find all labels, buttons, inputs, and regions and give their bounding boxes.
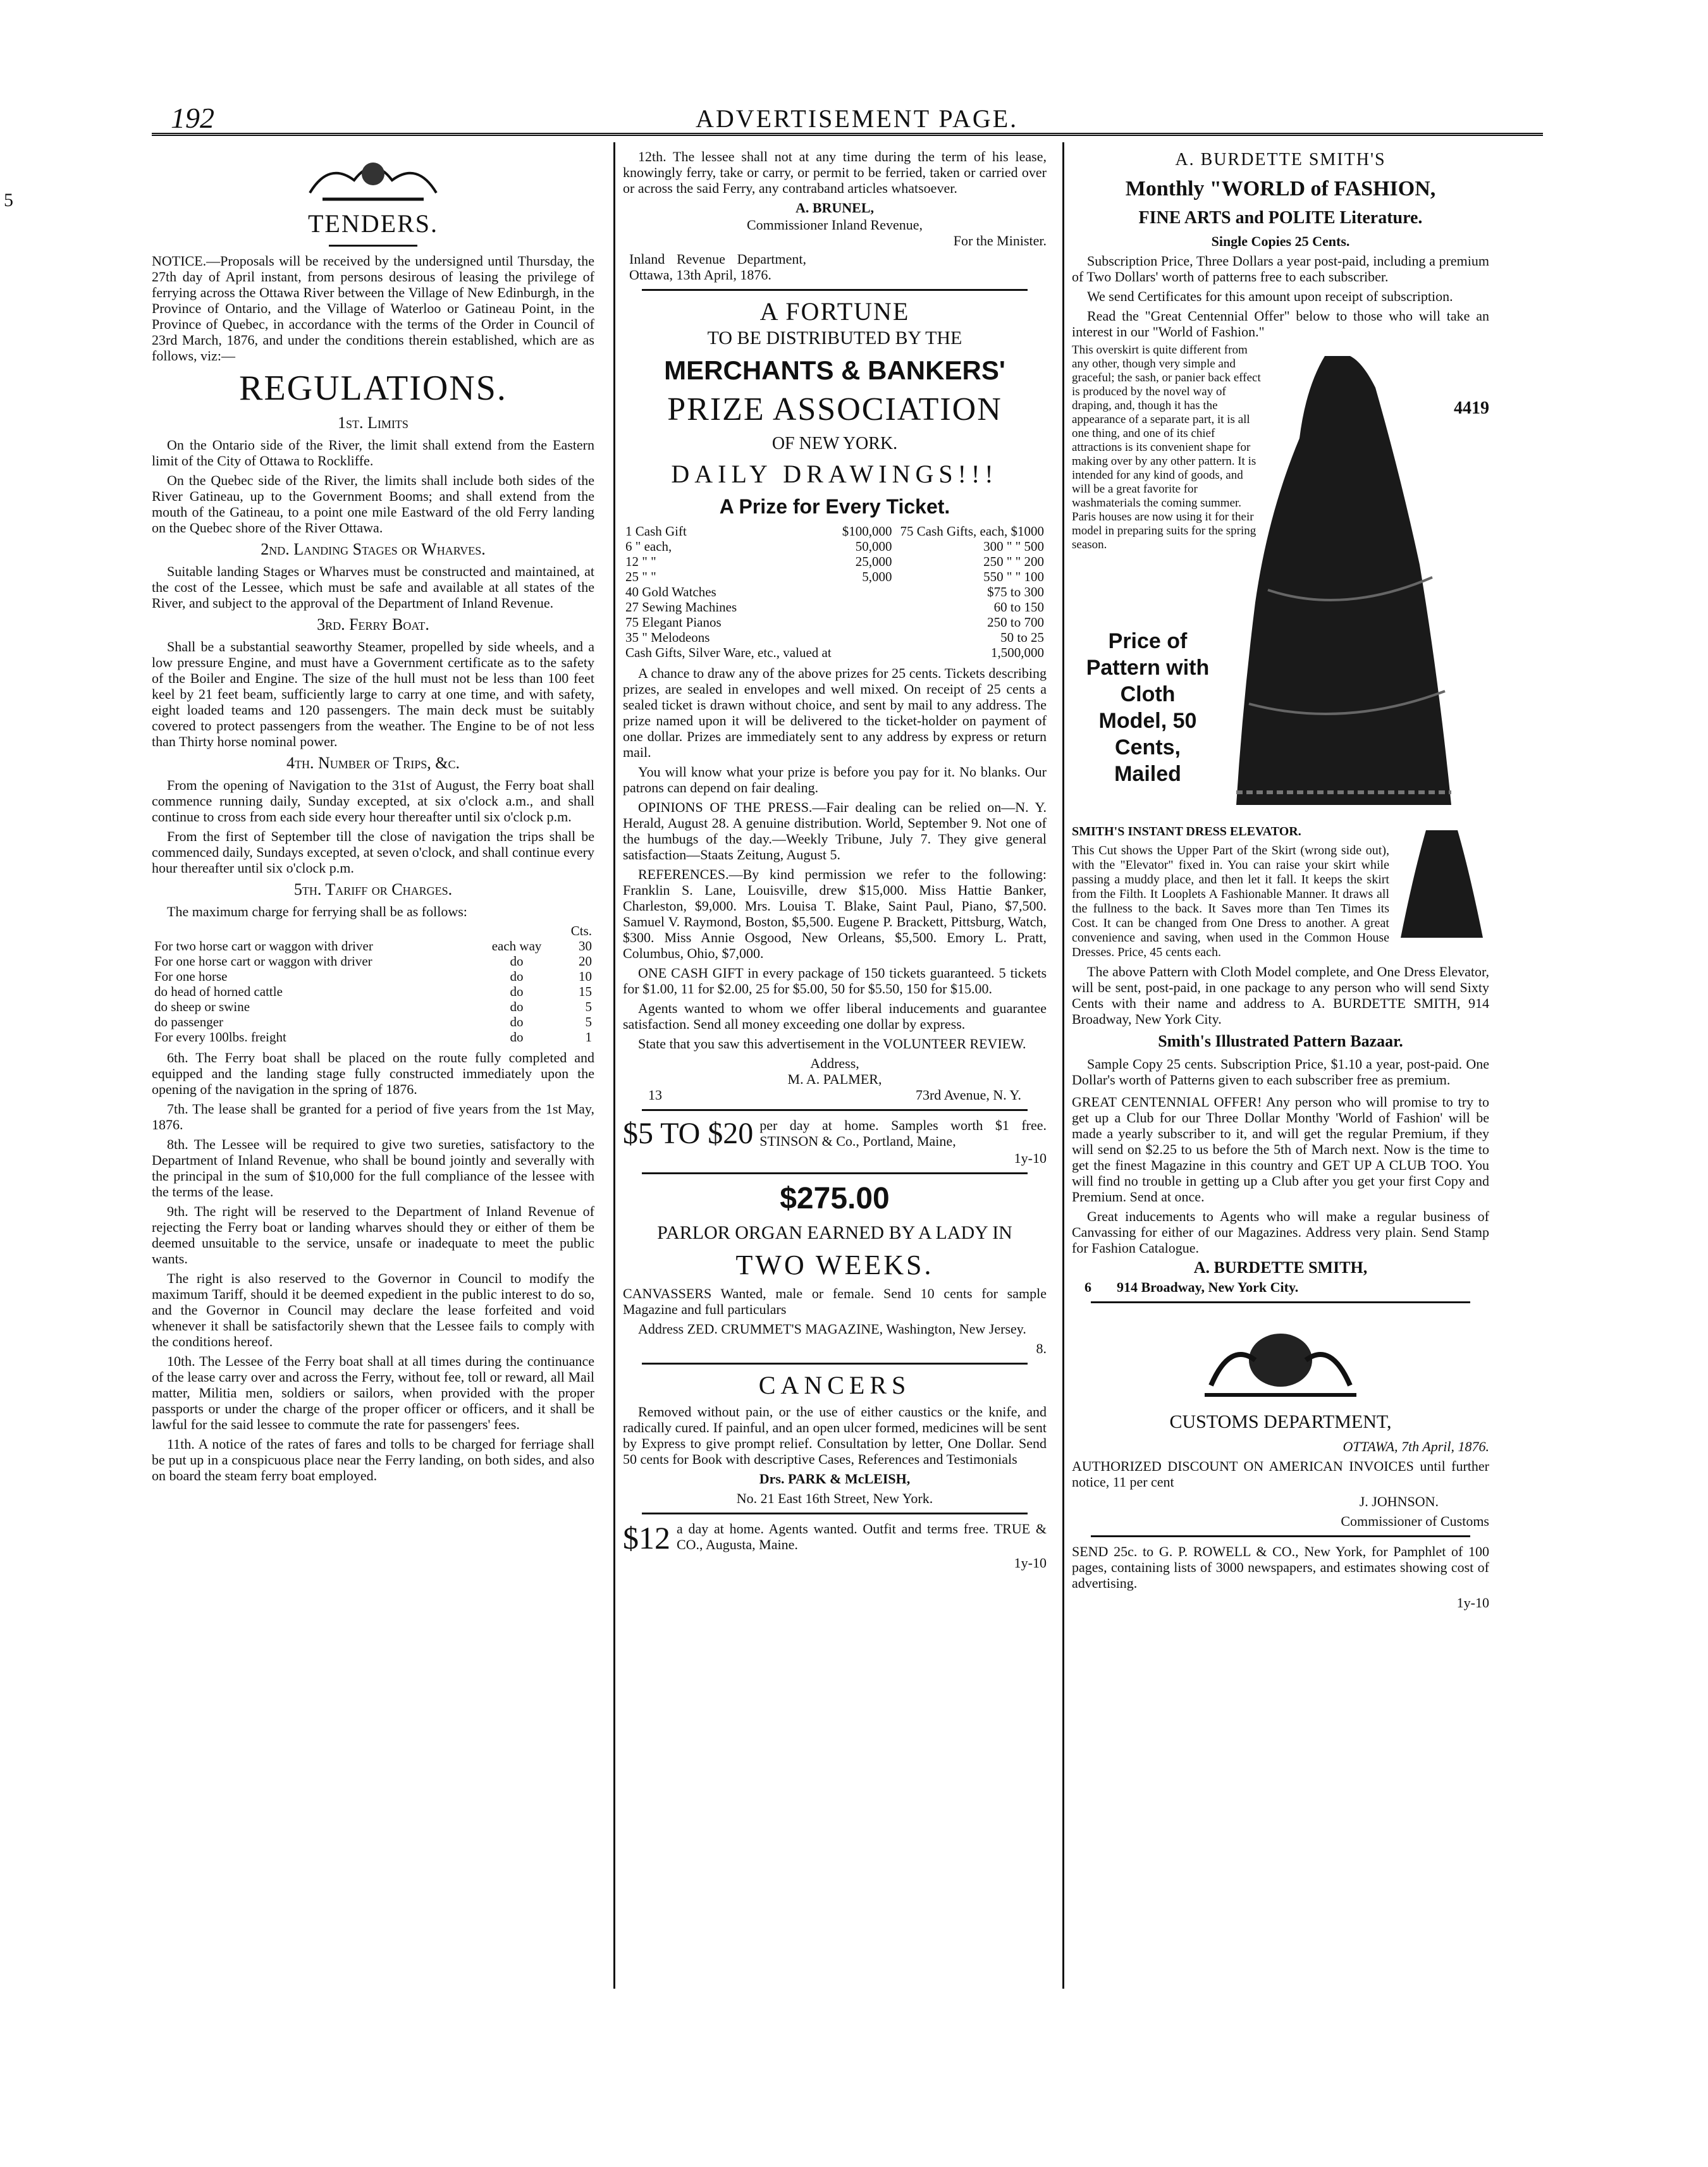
table-cell: For one horse — [154, 969, 228, 984]
table-cell: 5 — [585, 1014, 592, 1029]
offer-text: GREAT CENTENNIAL OFFER! Any person who will promise to try to get up a Club for our Three Dollar Monthy 'World of Fashion' will be made a yearly subscriber to it, and will get the regular Premium, if they will send on $2.25 to us before the 5th of March next. Now is the time to get the finest Magazine in this country and GET UP A CLUB TOO. You will find no trouble in getting up a Club after you get your first Copy and Premium. Send at once. — [1072, 1094, 1489, 1205]
ad-number: 6 — [1084, 1279, 1091, 1295]
paragraph: The maximum charge for ferrying shall be as follows: — [167, 904, 467, 919]
tenders-notice: NOTICE.—Proposals will be received by the undersigned until Thursday, the 27th day of April instant, from persons desirous of leasing the privilege of ferrying across the Ottawa River between the Village of New Edinburgh, in the Province of Ontario, and the Village of Waterloo or Gatineau Point, in the Province of Quebec, in accordance with the terms of the Order in Council of 23rd March, 1876, and under the conditions therein established, which are as follows, viz:— — [152, 253, 594, 364]
customs-date: OTTAWA, 7th April, 1876. — [1342, 1439, 1489, 1454]
overskirt-illustration — [1230, 350, 1470, 818]
table-cell — [839, 630, 895, 645]
paragraph: OPINIONS OF THE PRESS.—Fair dealing can be relied on—N. Y. Herald, August 28. A genuine distribution. World, September 9. Not one of the humbugs of the day.—Weekly Tribune, July 7. They give general satisfaction—Staats Zeitung, August 5. — [623, 799, 1047, 863]
table-row — [623, 539, 1047, 554]
paragraph: 6th. The Ferry boat shall be placed on the route fully completed and equipped and the landing stage fully constructed immediately upon the opening of the navigation in the spring of 1876. — [152, 1050, 594, 1097]
tariff-table — [152, 923, 594, 1045]
table-cell: 250 " " 200 — [983, 554, 1044, 569]
regulations-heading: REGULATIONS. — [239, 369, 507, 408]
paragraph: The above Pattern with Cloth Model complete, and One Dress Elevator, will be sent, post-paid, in one package to any person who will send Sixty Cents with their name and address to A. BURDETTE SMITH, 914 Broadway, New York City. — [1072, 964, 1489, 1027]
paragraph: ONE CASH GIFT in every package of 150 tickets guaranteed. 5 tickets for $1.00, 11 for $2.00, 25 for $5.00, 50 for $5.50, 150 for $15.00. — [623, 965, 1047, 997]
table-cell: For every 100lbs. freight — [154, 1029, 286, 1045]
table-row — [623, 524, 1047, 539]
table-cell: 75 Elegant Pianos — [625, 615, 722, 630]
table-row — [623, 584, 1047, 599]
cancer-doctors: Drs. PARK & McLEISH, — [759, 1471, 911, 1487]
section-title: 1st. Limits — [338, 414, 409, 432]
paragraph: From the opening of Navigation to the 31st of August, the Ferry boat shall commence running daily, Sunday excepted, at six o'clock a.m., and shall continue to cross from each side every hour thereafter until six o'clock p.m. — [152, 777, 594, 825]
paragraph: 8th. The Lessee will be required to give two sureties, satisfactory to the Department of Inland Revenue, who shall be bound jointly and severally with the principal in the sum of $10,000 for the full compliance of the lessee with the terms of the lease. — [152, 1136, 594, 1200]
table-cell: 50,000 — [855, 539, 892, 554]
table-cell: $75 to 300 — [987, 584, 1044, 599]
table-row — [152, 938, 594, 954]
fashion-single-copy: Single Copies 25 Cents. — [1211, 233, 1350, 249]
divider — [642, 289, 1028, 291]
table-cell: 550 " " 100 — [983, 569, 1044, 584]
divider — [1091, 1535, 1470, 1537]
table-cell: 20 — [579, 954, 592, 969]
fortune-title: A FORTUNE — [759, 297, 910, 326]
signature-name: A. BRUNEL, — [795, 200, 875, 216]
paragraph: A chance to draw any of the above prizes for 25 cents. Tickets describing prizes, are sealed in envelopes and well mixed. On receipt of 25 cents a sealed ticket is drawn without choice, and sent by mail to any address. The prize named upon it will be delivered to the ticket-holder on payment of one dollar. Prizes are immediately sent to any address by express or return mail. — [623, 665, 1047, 760]
table-cell: 1,500,000 — [991, 645, 1044, 660]
table-cell: 50 to 25 — [1000, 630, 1044, 645]
table-cell: 10 — [579, 969, 592, 984]
paragraph: REFERENCES.—By kind permission we refer to the following: Franklin S. Lane, Louisville, drew $15,000. Miss Hattie Banker, Charleston, $9,000. Mrs. Louisa T. Blake, Saint Paul, Piano, $7,500. Samuel V. Raymond, Boston, $5,500. Eugene P. Brackett, Pittsburg, Watch, $300. Miss Annie Osgood, New Orleans, $5,500. Emory L. Pratt, Columbus, Ohio, $7,000. — [623, 866, 1047, 961]
paragraph: On the Quebec side of the River, the limits shall include both sides of the River Gatineau, up to the Government Booms; and shall extend from the mouth of the Gatineau, to a point one mile Eastward of the old Ferry landing on the Quebec shore of the River Ottawa. — [152, 472, 594, 536]
table-cell: 27 Sewing Machines — [625, 599, 737, 615]
page-title: ADVERTISEMENT PAGE. — [696, 104, 1019, 133]
paragraph: Shall be a substantial seaworthy Steamer, propelled by side wheels, and a low pressure Engine, and must have a Government certificate as to the safety of the Boiler and Engine. The size of the hull must not be less than 100 feet keel by 21 feet beam, sufficiently large to carry at one time, and with safety, eight loaded teams and 120 passengers. The main deck must be suitably covered to protect passengers from the weather. The Engine to be of not less than Thirty horse nominal power. — [152, 639, 594, 749]
ad-number: 8. — [1036, 1341, 1047, 1356]
table-row — [623, 569, 1047, 584]
address-label: Address, — [810, 1055, 859, 1071]
table-cell — [839, 599, 895, 615]
section-title: 4th. Number of Trips, &c. — [286, 754, 460, 772]
paragraph: 7th. The lease shall be granted for a period of five years from the 1st May, 1876. — [152, 1101, 594, 1133]
table-row — [623, 599, 1047, 615]
table-cell: do — [510, 954, 524, 969]
ad-code: 1y-10 — [1456, 1595, 1489, 1611]
table-cell: 1 — [585, 1029, 592, 1045]
divider — [642, 1109, 1028, 1111]
table-cell: 75 Cash Gifts, each, $1000 — [900, 524, 1044, 539]
tenders-ornament — [304, 149, 443, 206]
table-cell: 1 Cash Gift — [625, 524, 687, 539]
table-row — [152, 1014, 594, 1029]
ad-code: 1y-10 — [1014, 1150, 1047, 1166]
table-cell: 12 " " — [625, 554, 656, 569]
ad-5-to-20 — [623, 1117, 1047, 1150]
paragraph: Suitable landing Stages or Wharves must be constructed and maintained, at the cost of the Lessee, which must be safe and available at all states of the River, and subject to the approval of the Department of Inland Revenue. — [152, 563, 594, 611]
organ-title: PARLOR ORGAN EARNED BY A LADY IN — [657, 1222, 1012, 1243]
paragraph: Great inducements to Agents who will make a regular business of Canvassing for either of our Magazines. Address very plain. Send Stamp for Fashion Catalogue. — [1072, 1208, 1489, 1256]
table-row — [623, 645, 1047, 660]
table-row — [152, 999, 594, 1014]
section-title: 2nd. Landing Stages or Wharves. — [261, 540, 486, 558]
signature-for: For the Minister. — [953, 233, 1047, 249]
table-cell: do — [510, 969, 524, 984]
table-cell: $100,000 — [842, 524, 892, 539]
fortune-org-2: PRIZE ASSOCIATION — [667, 391, 1002, 427]
signature-place: Inland Revenue Department, Ottawa, 13th April, 1876. — [629, 251, 806, 283]
paragraph: Read the "Great Centennial Offer" below to those who will take an interest in our "World of Fashion." — [1072, 308, 1489, 340]
offer-address: 914 Broadway, New York City. — [1117, 1279, 1299, 1295]
pattern-number: 4419 — [1454, 398, 1489, 418]
table-row — [623, 615, 1047, 630]
table-cell: 25 " " — [625, 569, 656, 584]
table-row — [152, 984, 594, 999]
paragraph: From the first of September till the close of navigation the trips shall be commenced daily, Sundays excepted, at seven o'clock, and shall continue every hour thereafter until six o'clock p.m. — [152, 828, 594, 876]
table-cell: For two horse cart or waggon with driver — [154, 938, 373, 954]
table-cell — [839, 584, 895, 599]
table-row — [152, 954, 594, 969]
overskirt-text: This overskirt is quite different from any other, though very simple and graceful; the sash, or panier back effect is produced by the novel way of draping, and, though it has the appearance of a separate part, it is all one thing, and one of its chief attractions is its convenient shape for making over by any other pattern. It is intended for any kind of goods, and will be a great favorite for washmaterials the coming summer. Paris houses are now using it for their model in preparing suits for the spring season. — [1072, 343, 1261, 551]
cancer-title: CANCERS — [758, 1371, 911, 1399]
table-cell: For one horse cart or waggon with driver — [154, 954, 372, 969]
header-rule — [152, 133, 1543, 136]
paragraph: Agents wanted to whom we offer liberal inducements and guarantee satisfaction. Send all money exceeding one dollar by express. — [623, 1000, 1047, 1032]
fashion-title: Monthly "WORLD of FASHION, — [1125, 177, 1436, 200]
organ-text: CANVASSERS Wanted, male or female. Send 10 cents for sample Magazine and full particulars — [623, 1286, 1047, 1317]
divider — [642, 1363, 1028, 1365]
table-cell: do — [510, 999, 524, 1014]
fortune-org-3: OF NEW YORK. — [771, 434, 898, 453]
tenders-heading: TENDERS. — [308, 209, 438, 238]
organ-address: Address ZED. CRUMMET'S MAGAZINE, Washington, New Jersey. — [638, 1321, 1026, 1337]
table-cell: 35 " Melodeons — [625, 630, 710, 645]
table-cell: 5 — [585, 999, 592, 1014]
offer-signature: A. BURDETTE SMITH, — [1193, 1258, 1368, 1277]
column-divider-left — [613, 142, 615, 1989]
customs-signature: J. JOHNSON. — [1359, 1494, 1439, 1509]
left-column — [152, 149, 594, 1487]
overskirt-ad — [1072, 343, 1489, 824]
paragraph: Subscription Price, Three Dollars a year post-paid, including a premium of Two Dollars' worth of patterns free to each subscriber. — [1072, 253, 1489, 285]
fortune-org-1: MERCHANTS & BANKERS' — [664, 355, 1005, 385]
elevator-text: This Cut shows the Upper Part of the Skirt (wrong side out), with the "Elevator" fixed in. You can raise your skirt while passing a muddy place, and then let it fall. It keeps the skirt from the Filth. It Looplets A Fashionable Manner. It draws all the fullness to the back. It Saves more than Ten Times its Cost. It can be changed from One Dress to another. A great convenience and saving, when used in the Common House Dresses. Price, 45 cents each. — [1072, 844, 1389, 959]
section-title: 3rd. Ferry Boat. — [317, 615, 429, 634]
address-line — [623, 1087, 1047, 1103]
table-row — [623, 554, 1047, 569]
table-cell: 300 " " 500 — [983, 539, 1044, 554]
table-cell: do — [510, 984, 524, 999]
table-cell: do passenger — [154, 1014, 224, 1029]
section-title: 5th. Tariff or Charges. — [293, 880, 453, 899]
elevator-title: SMITH'S INSTANT DRESS ELEVATOR. — [1072, 825, 1301, 838]
paragraph: 9th. The right will be reserved to the Department of Inland Revenue of rejecting the Ferry boat or landing wharves should they or either of them be deemed unsuitable to the service, unsafe or inadequate to meet the public wants. — [152, 1203, 594, 1267]
customs-text: AUTHORIZED DISCOUNT ON AMERICAN INVOICES until further notice, 11 per cent — [1072, 1458, 1489, 1490]
ad-number: 13 — [648, 1087, 662, 1103]
elevator-ad — [1072, 824, 1489, 960]
paragraph: The right is also reserved to the Governor in Council to modify the maximum Tariff, should it be deemed expedient in the public interest to do so, and the Governor in Council may declare the lease forfeited and void whenever it shall be satisfactorily shewn that the Lessee fails to comply with the conditions hereof. — [152, 1270, 594, 1349]
royal-arms-emblem — [1186, 1322, 1375, 1404]
table-cell: Cash Gifts, Silver Ware, etc., valued at — [625, 645, 832, 660]
table-cell: 15 — [579, 984, 592, 999]
paragraph: Sample Copy 25 cents. Subscription Price, $1.10 a year, post-paid. One Dollar's worth of Patterns given to each subscriber free as premium. — [1072, 1056, 1489, 1088]
address-name: M. A. PALMER, — [787, 1071, 882, 1087]
divider — [1091, 1301, 1470, 1303]
rowell-text: SEND 25c. to G. P. ROWELL & CO., New York, for Pamphlet of 100 pages, containing lists of 3000 newspapers, and estimates showing cost of advertising. — [1072, 1544, 1489, 1591]
divider — [642, 1172, 1028, 1174]
table-header: Cts. — [570, 923, 592, 938]
paragraph: 11th. A notice of the rates of fares and tolls to be charged for ferriage shall be put up in a conspicuous place near the Ferry landing, on both sides, and also on board the steam ferry boat employed. — [152, 1436, 594, 1483]
organ-weeks: TWO WEEKS. — [735, 1249, 934, 1280]
table-cell — [839, 645, 895, 660]
bazaar-title: Smith's Illustrated Pattern Bazaar. — [1158, 1032, 1403, 1050]
table-cell: do sheep or swine — [154, 999, 250, 1014]
table-row — [623, 630, 1047, 645]
signature-title: Commissioner Inland Revenue, — [746, 217, 923, 233]
cancer-address: No. 21 East 16th Street, New York. — [736, 1490, 933, 1506]
table-row — [152, 923, 594, 938]
divider — [642, 1513, 1028, 1514]
table-cell: 40 Gold Watches — [625, 584, 716, 599]
cancer-text: Removed without pain, or the use of either caustics or the knife, and radically cured. If painful, and an open ulcer formed, medicines will be sent by Express to give prompt relief. Consultation by letter, One Dollar. Send 50 cents for Book with descriptive Cases, References and Testimonials — [623, 1404, 1047, 1467]
table-cell: 6 " each, — [625, 539, 672, 554]
paragraph: 10th. The Lessee of the Ferry boat shall at all times during the continuance of the lease carry over and across the Ferry, without fee, toll or reward, all Mail matter, Militia men, soldiers or sailors, when provided with the proper passports or under the charge of the proper officer or officers, and it shall be lawful for the said lessee to commute the rate for passengers' fees. — [152, 1353, 594, 1432]
paragraph: State that you saw this advertisement in the VOLUNTEER REVIEW. — [638, 1036, 1026, 1052]
table-cell: do — [510, 1029, 524, 1045]
paragraph: We send Certificates for this amount upon receipt of subscription. — [1087, 288, 1453, 304]
table-cell: each way — [491, 938, 542, 954]
offer-address-line — [1072, 1279, 1489, 1295]
table-cell: do head of horned cattle — [154, 984, 283, 999]
column-divider-right — [1062, 142, 1064, 1989]
table-cell: 250 to 700 — [987, 615, 1044, 630]
ad-12-dollars — [623, 1521, 1047, 1555]
pattern-price: Price of Pattern with Cloth Model, 50 Cents, Mailed — [1086, 629, 1210, 786]
paragraph: On the Ontario side of the River, the limit shall extend from the Eastern limit of the City of Ottawa to Rockliffe. — [152, 437, 594, 469]
table-cell: 25,000 — [855, 554, 892, 569]
right-column — [1072, 149, 1489, 1614]
ad-text: a day at home. Agents wanted. Outfit and terms free. TRUE & CO., Augusta, Maine. — [677, 1521, 1047, 1552]
margin-mark: 5 — [4, 190, 13, 211]
paragraph: 12th. The lessee shall not at any time during the term of his lease, knowingly ferry, take or carry, or permit to be ferried, taken or carried over or across the said Ferry, any contraband articles whatsoever. — [623, 149, 1047, 196]
address-street: 73rd Avenue, N. Y. — [915, 1087, 1021, 1103]
customs-role: Commissioner of Customs — [1341, 1513, 1489, 1529]
fortune-prize-line: A Prize for Every Ticket. — [719, 495, 950, 518]
table-cell — [839, 615, 895, 630]
table-cell: 60 to 150 — [993, 599, 1044, 615]
table-cell: do — [510, 1014, 524, 1029]
prize-table — [623, 524, 1047, 660]
customs-title: CUSTOMS DEPARTMENT, — [1169, 1411, 1392, 1432]
ad-big-price: $12 — [623, 1520, 670, 1556]
table-row — [152, 969, 594, 984]
ad-big-price: $5 TO $20 — [623, 1117, 754, 1150]
fashion-publisher: A. BURDETTE SMITH'S — [1175, 150, 1386, 169]
divider — [329, 245, 417, 247]
fashion-subtitle: FINE ARTS and POLITE Literature. — [1138, 208, 1423, 228]
paragraph: You will know what your prize is before you pay for it. No blanks. Our patrons can depend on fair dealing. — [623, 764, 1047, 795]
fortune-subtitle: TO BE DISTRIBUTED BY THE — [707, 328, 962, 348]
middle-column — [623, 149, 1047, 1575]
page-number: 192 — [171, 102, 214, 134]
fortune-daily: DAILY DRAWINGS!!! — [671, 460, 998, 488]
ad-code: 1y-10 — [1014, 1555, 1047, 1571]
table-row — [152, 1029, 594, 1045]
dress-elevator-illustration — [1394, 824, 1489, 944]
organ-price: $275.00 — [780, 1182, 890, 1215]
table-cell: 30 — [579, 938, 592, 954]
ad-text: per day at home. Samples worth $1 free. STINSON & Co., Portland, Maine, — [759, 1117, 1047, 1149]
table-cell: 5,000 — [862, 569, 892, 584]
